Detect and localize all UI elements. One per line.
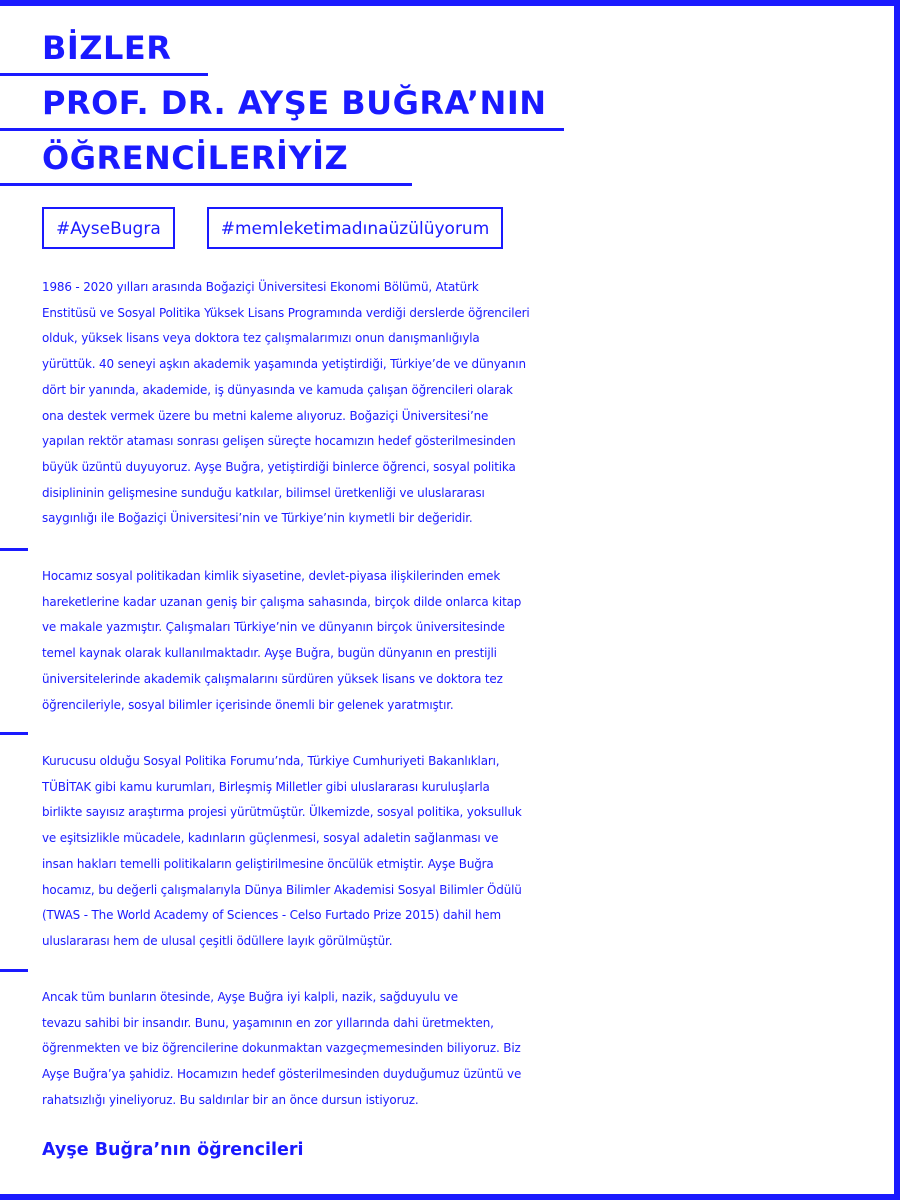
paragraph-line: hocamız, bu değerli çalışmalarıyla Dünya Bilimler Akademisi Sosyal Bilimler Ödülü: [42, 882, 522, 897]
paragraph-line: Kurucusu olduğu Sosyal Politika Forumu’nda, Türkiye Cumhuriyeti Bakanlıkları,: [42, 754, 500, 768]
paragraph-line: rahatsızlığı yineliyoruz. Bu saldırılar bir an önce dursun istiyoruz.: [42, 1092, 419, 1107]
heading-text-3: ÖĞRENCİLERİYİZ: [42, 139, 349, 177]
paragraph-line: hareketlerine kadar uzanan geniş bir çalışma sahasında, birçok dilde onlarca kitap: [42, 594, 522, 609]
paragraph-line: üniversitelerinde akademik çalışmalarını sürdüren yüksek lisans ve doktora tez: [42, 671, 503, 686]
paragraph-line: temel kaynak olarak kullanılmaktadır. Ayşe Buğra, bugün dünyanın en prestijli: [42, 646, 497, 661]
paragraph-line: yürüttük. 40 seneyi aşkın akademik yaşamında yetiştirdiği, Türkiye’de ve dünyanın: [42, 357, 526, 372]
paragraph-line: olduk, yüksek lisans veya doktora tez çalışmalarımızı onun danışmanlığıyla: [42, 331, 480, 346]
signature: Ayşe Buğra’nın öğrencileri: [42, 1140, 304, 1160]
paragraph-line: yapılan rektör ataması sonrası gelişen süreçte hocamızın hedef gösterilmesinden: [42, 434, 516, 449]
heading-text-1: BİZLER: [42, 29, 172, 67]
paragraph-line: öğrencileriyle, sosyal bilimler içerisinde önemli bir gelenek yaratmıştır.: [42, 697, 454, 712]
paragraph-line: (TWAS - The World Academy of Sciences - Celso Furtado Prize 2015) dahil hem: [42, 908, 501, 923]
paragraph-2: [42, 564, 867, 718]
hashtag-memleketimadinauzuluyorum[interactable]: #memleketimadınaüzülüyorum: [207, 207, 504, 249]
paragraph-line: tevazu sahibi bir insandır. Bunu, yaşamının en zor yıllarında dahi üretmekten,: [42, 1015, 494, 1030]
paragraph-line: 1986 - 2020 yılları arasında Boğaziçi Üniversitesi Ekonomi Bölümü, Atatürk: [42, 280, 479, 294]
paragraph-line: TÜBİTAK gibi kamu kurumları, Birleşmiş Milletler gibi uluslararası kuruluşlarla: [42, 779, 490, 794]
paragraph-line: Ayşe Buğra’ya şahidiz. Hocamızın hedef gösterilmesinden duyduğumuz üzüntü ve: [42, 1067, 522, 1082]
margin-tick: [0, 548, 28, 551]
paragraph-line: Enstitüsü ve Sosyal Politika Yüksek Lisans Programında verdiği derslerde öğrencileri: [42, 305, 530, 320]
paragraph-line: insan hakları temelli politikaların geliştirilmesine öncülük etmiştir. Ayşe Buğra: [42, 856, 494, 871]
paragraph-line: uluslararası hem de ulusal çeşitli ödüllere layık görülmüştür.: [42, 933, 393, 948]
hashtag-row: [42, 207, 503, 249]
paragraph-line: saygınlığı ile Boğaziçi Üniversitesi’nin ve Türkiye’nin kıymetli bir değeridir.: [42, 511, 473, 526]
heading-text-2: PROF. DR. AYŞE BUĞRA’NIN: [42, 84, 547, 122]
paragraph-3: [42, 749, 867, 955]
paragraph-line: ve eşitsizlikle mücadele, kadınların güçlenmesi, sosyal adaletin sağlanması ve: [42, 831, 499, 846]
paragraph-line: ve makale yazmıştır. Çalışmaları Türkiye’nin ve dünyanın birçok üniversitesinde: [42, 620, 505, 635]
paragraph-4: [42, 985, 867, 1114]
paragraph-line: birlikte sayısız araştırma projesi yürütmüştür. Ülkemizde, sosyal politika, yoksulluk: [42, 805, 522, 820]
heading-line-1: [0, 26, 208, 76]
frame-right-border: [894, 0, 900, 1200]
margin-tick: [0, 969, 28, 972]
frame-top-border: [0, 0, 894, 6]
paragraph-line: Ancak tüm bunların ötesinde, Ayşe Buğra iyi kalpli, nazik, sağduyulu ve: [42, 990, 458, 1004]
margin-tick: [0, 732, 28, 735]
frame-bottom-border: [0, 1194, 900, 1200]
hashtag-aysebugra[interactable]: #AyseBugra: [42, 207, 175, 249]
paragraph-line: dört bir yanında, akademide, iş dünyasında ve kamuda çalışan öğrencileri olarak: [42, 382, 513, 397]
heading-line-3: [0, 136, 412, 186]
paragraph-1: [42, 275, 867, 532]
heading-line-2: [0, 81, 564, 131]
paragraph-line: öğrenmekten ve biz öğrencilerine dokunmaktan vazgeçmemesinden biliyoruz. Biz: [42, 1041, 521, 1056]
paragraph-line: ona destek vermek üzere bu metni kaleme alıyoruz. Boğaziçi Üniversitesi’ne: [42, 408, 489, 423]
paragraph-line: büyük üzüntü duyuyoruz. Ayşe Buğra, yetiştirdiği binlerce öğrenci, sosyal politika: [42, 459, 516, 474]
paragraph-line: disiplininin gelişmesine sunduğu katkılar, bilimsel üretkenliği ve uluslararası: [42, 485, 485, 500]
paragraph-line: Hocamız sosyal politikadan kimlik siyasetine, devlet-piyasa ilişkilerinden emek: [42, 569, 501, 583]
